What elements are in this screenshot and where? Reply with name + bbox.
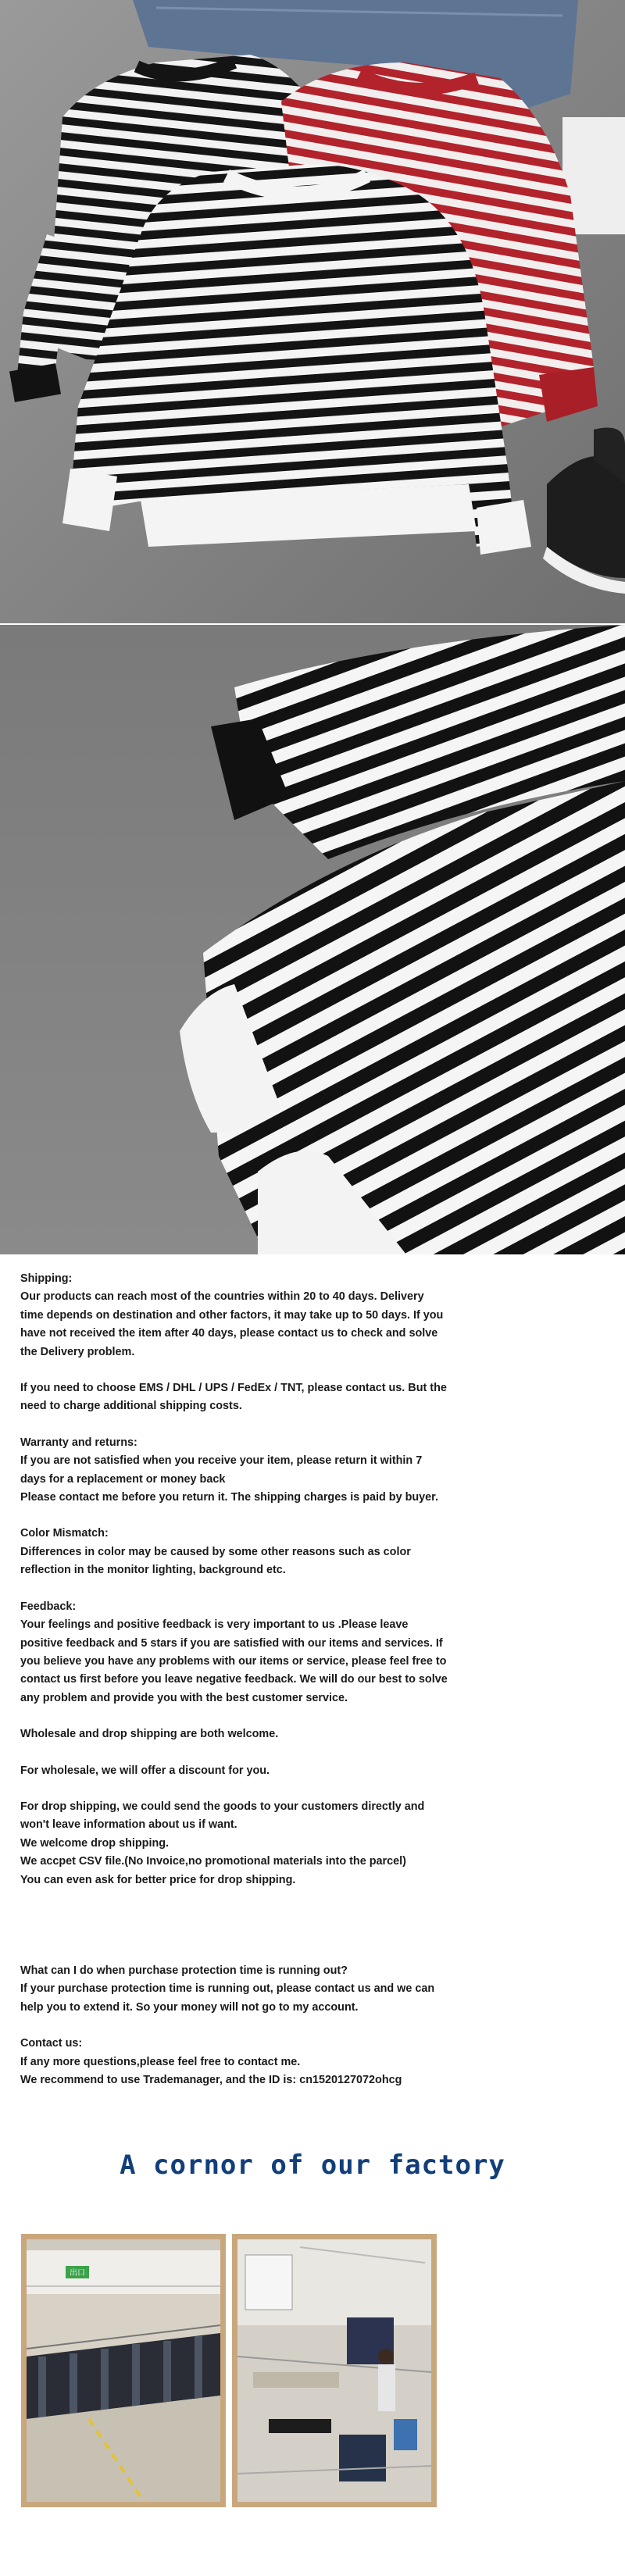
color-mismatch-text: Differences in color may be caused by some other reasons such as color reflection in the monitor lighting, background etc. [20, 1545, 411, 1577]
factory-photo-2 [232, 2234, 437, 2507]
striped-sleeve-closeup-icon [0, 625, 625, 1254]
striped-sweatshirts-icon [0, 0, 625, 623]
color-mismatch-heading: Color Mismatch: [20, 1527, 109, 1540]
drop-shipping-line-1: For drop shipping, we could send the goods to your customers directly and won't leave information about us if want. [20, 1800, 425, 1832]
shipping-text: Our products can reach most of the countries within 20 to 40 days. Delivery time depends on destination and other factors, it may take up to 50 days. If you have not received the item after 40 days, please contact us to check and solve the Delivery problem. [20, 1290, 444, 1358]
purchase-protection-heading: What can I do when purchase protection time is running out? [20, 1964, 348, 1977]
purchase-protection-text: If your purchase protection time is running out, please contact us and we can help you to extend it. So your money will not go to my account. [20, 1982, 435, 2014]
factory-workshop-icon [238, 2239, 431, 2502]
shipping-heading: Shipping: [20, 1272, 73, 1285]
factory-garment-racks-icon [27, 2239, 220, 2502]
store-policy-text [20, 1270, 450, 2089]
feedback-text: Your feelings and positive feedback is very important to us .Please leave positive feedback and 5 stars if you are satisfied with our items and services. If you believe you have any problems with our items or service, please feel free to contact us first before you leave negative feedback. We will do our best to solve any problem and provide you with the best customer service. [20, 1618, 448, 1704]
warranty-line-1: If you are not satisfied when you receive your item, please return it within 7 days for a replacement or money back [20, 1454, 423, 1486]
wholesale-welcome-text: Wholesale and drop shipping are both welcome. [20, 1728, 279, 1741]
express-shipping-text: If you need to choose EMS / DHL / UPS / FedEx / TNT, please contact us. But the need to charge additional shipping costs. [20, 1382, 447, 1413]
warranty-heading: Warranty and returns: [20, 1436, 138, 1449]
contact-line-2: We recommend to use Trademanager, and the ID is: cn1520127072ohcg [20, 2074, 402, 2086]
factory-photo-1 [21, 2234, 226, 2507]
warranty-line-2: Please contact me before you return it. The shipping charges is paid by buyer. [20, 1491, 438, 1504]
drop-shipping-line-3: We accpet CSV file.(No Invoice,no promotional materials into the parcel) [20, 1855, 406, 1868]
drop-shipping-line-4: You can even ask for better price for drop shipping. [20, 1873, 296, 1886]
product-photo-sweatshirts [0, 0, 625, 623]
contact-heading: Contact us: [20, 2037, 83, 2050]
factory-title: A cornor of our factory [120, 2150, 505, 2181]
exit-sign-text: 出口 [70, 2269, 85, 2278]
feedback-heading: Feedback: [20, 1600, 77, 1613]
product-photo-sleeve-closeup [0, 625, 625, 1254]
contact-line-1: If any more questions,please feel free to contact me. [20, 2055, 301, 2068]
drop-shipping-line-2: We welcome drop shipping. [20, 1836, 170, 1850]
wholesale-discount-text: For wholesale, we will offer a discount for you. [20, 1764, 270, 1777]
